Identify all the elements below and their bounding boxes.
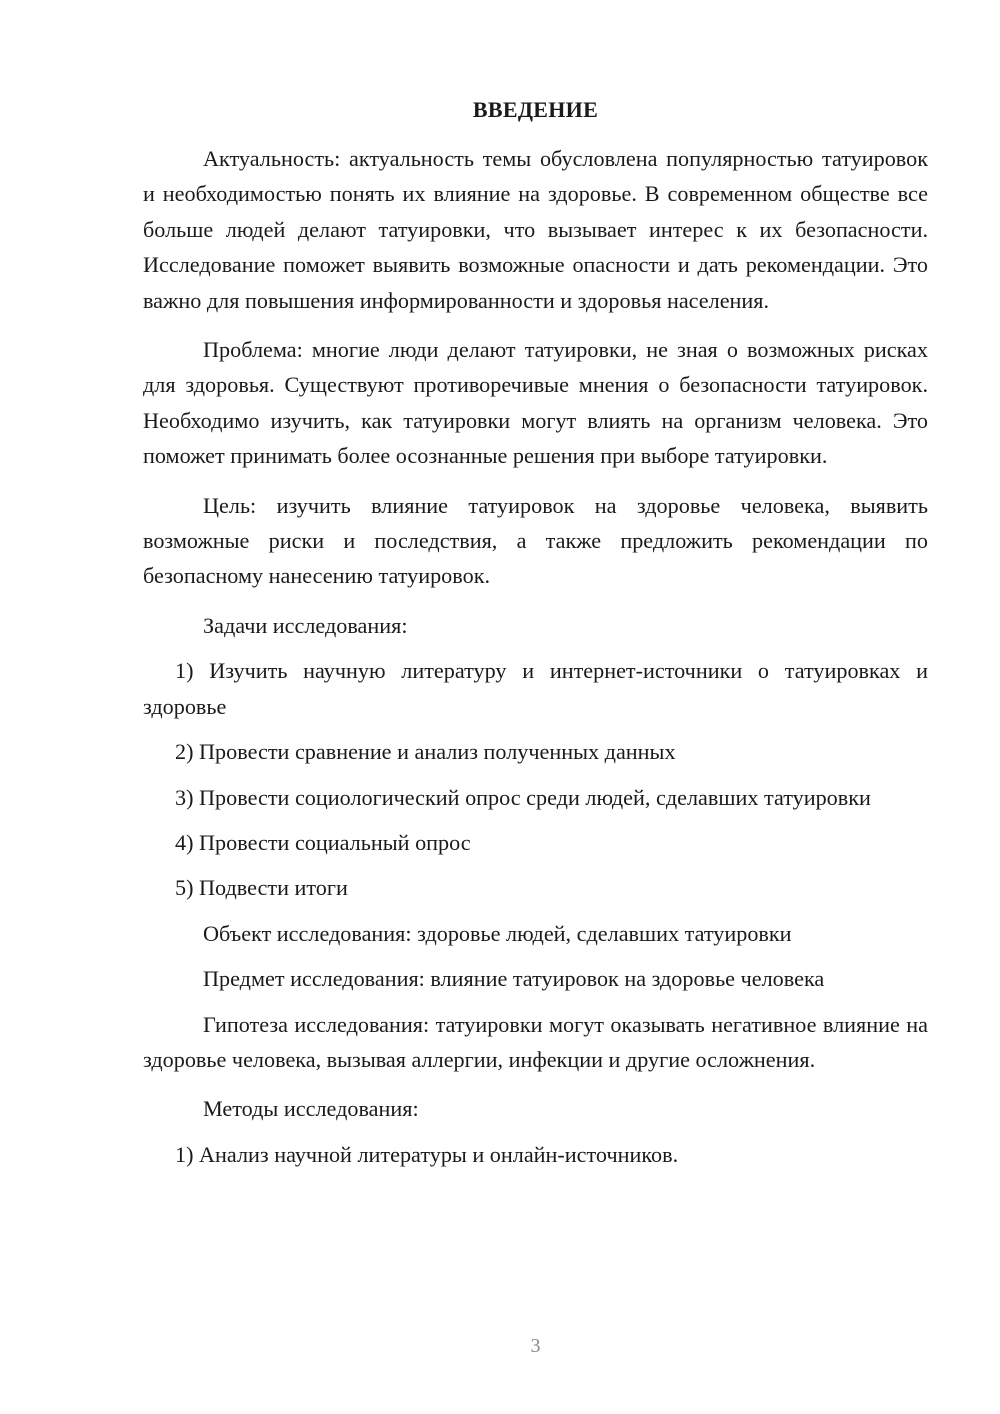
task-item: 5) Подвести итоги [175, 875, 348, 901]
task-item: 2) Провести сравнение и анализ полученных данных [175, 739, 676, 765]
problem-paragraph: Проблема: многие люди делают татуировки, не зная о возможных рисках для здоровья. Существуют противоречивые мнения о безопасности татуировок. Необходимо изучить, как татуировки могут влиять на организм человека. Это поможет принимать более осознанные решения при выборе татуировки. [143, 337, 928, 469]
method-item: 1) Анализ научной литературы и онлайн-источников. [175, 1141, 679, 1167]
tasks-heading: Задачи исследования: [203, 612, 408, 638]
goal-paragraph: Цель: изучить влияние татуировок на здоровье человека, выявить возможные риски и последствия, а также предложить рекомендации по безопасному нанесению татуировок. [143, 492, 928, 589]
methods-heading: Методы исследования: [203, 1096, 419, 1122]
relevance-paragraph: Актуальность: актуальность темы обусловлена популярностью татуировок и необходимостью понять их влияние на здоровье. В современном обществе все больше людей делают татуировки, что вызывает интерес к их безопасности. Исследование поможет выявить возможные опасности и дать рекомендации. Это важно для повышения информированности и здоровья населения. [143, 146, 928, 313]
subject-line: Предмет исследования: влияние татуировок на здоровье человека [203, 966, 825, 992]
document-body [143, 141, 928, 1182]
object-line: Объект исследования: здоровье людей, сделавших татуировки [203, 920, 792, 946]
task-item: 1) Изучить научную литературу и интернет-источники о татуировках и здоровье [143, 658, 928, 719]
section-heading: ВВЕДЕНИЕ [472, 97, 599, 122]
document-page [143, 0, 928, 1414]
task-item: 3) Провести социологический опрос среди людей, сделавших татуировки [175, 784, 871, 810]
page-number: 3 [530, 1335, 541, 1357]
hypothesis-paragraph: Гипотеза исследования: татуировки могут оказывать негативное влияние на здоровье человека, вызывая аллергии, инфекции и другие осложнения. [143, 1011, 928, 1072]
task-item: 4) Провести социальный опрос [175, 829, 471, 855]
